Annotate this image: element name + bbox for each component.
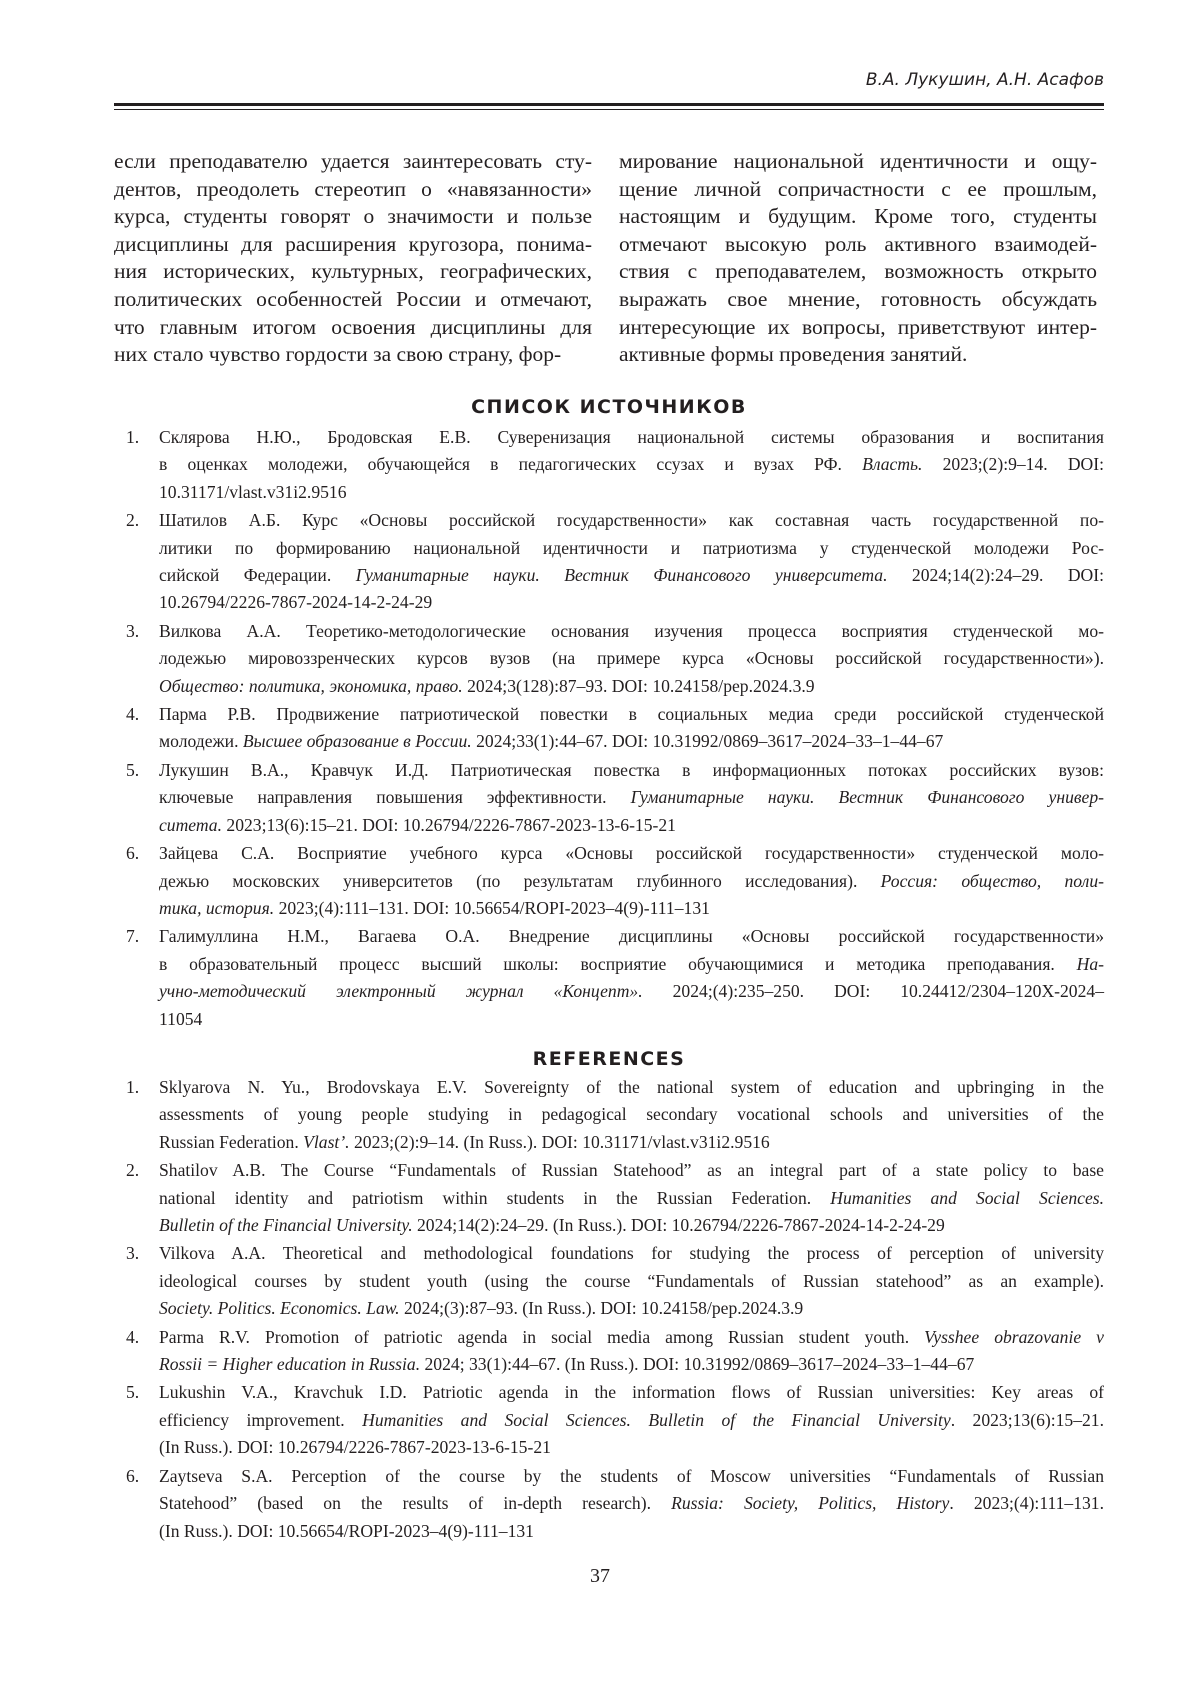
reference-number: 4. [126, 704, 140, 725]
reference-source-title: Bulletin of the Financial University. [159, 1215, 413, 1236]
body-text-line: отмечают высокую роль активного взаимодей- [619, 231, 1097, 256]
reference-source-title: Society. Politics. Economics. Law. [159, 1298, 400, 1319]
reference-line [159, 757, 1104, 784]
reference-number: 4. [126, 1326, 140, 1347]
reference-text: 2024; 33(1):44–67. (In Russ.). DOI: 10.31992/0869–3617–2024–33–1–44–67 [420, 1354, 975, 1375]
reference-line [159, 1006, 1104, 1033]
reference-text: дежью московских университетов (по результатам глубинного исследования). [159, 870, 881, 891]
reference-text: Склярова Н.Ю., Бродовская Е.В. Суверенизация национальной системы образования и воспитания [159, 427, 1104, 447]
reference-text: сийской Федерации. [159, 565, 356, 586]
reference-line [159, 1518, 1104, 1545]
reference-line [159, 1157, 1104, 1184]
page-number: 37 [590, 1565, 610, 1587]
reference-text: 2023;(4):111–131. DOI: 10.56654/ROPI-2023–4(9)-111–131 [274, 897, 710, 918]
reference-text: лодежью мировоззренческих курсов вузов (на примере курса «Основы российской государственности»). [159, 648, 1104, 669]
reference-text: 2023;(2):9–14. DOI: [922, 454, 1104, 475]
reference-line [159, 1212, 1104, 1239]
reference-number: 5. [126, 759, 140, 780]
reference-line [159, 812, 1104, 839]
reference-source-title: Россия: общество, поли- [880, 870, 1104, 891]
body-text-line: настоящим и будущим. Кроме того, студенты [619, 204, 1097, 229]
header-rule-thick [114, 103, 1104, 106]
reference-item [126, 424, 1104, 506]
reference-line [159, 1240, 1104, 1267]
reference-text: . 2023;(4):111–131. [949, 1493, 1104, 1514]
reference-text: Russian Federation. [159, 1131, 304, 1152]
body-text-line: щение личной сопричастности с ее прошлым, [619, 176, 1097, 201]
reference-text: Шатилов А.Б. Курс «Основы российской государственности» как составная часть государственной по- [159, 510, 1104, 531]
reference-number: 3. [126, 1243, 140, 1264]
reference-text: (In Russ.). DOI: 10.26794/2226-7867-2023-13-6-15-21 [159, 1437, 551, 1458]
reference-text: Vilkova A.A. Theoretical and methodological foundations for studying the process of perception of university [159, 1243, 1104, 1264]
reference-source-title: Humanities and Social Sciences. Bulletin of the Financial University [362, 1409, 951, 1430]
reference-number: 1. [126, 427, 140, 447]
reference-item [126, 701, 1104, 756]
reference-line [159, 1434, 1104, 1461]
reference-source-title: Гуманитарные науки. Вестник Финансового университета. [355, 565, 888, 586]
reference-line [159, 673, 1104, 700]
reference-text: Lukushin V.A., Kravchuk I.D. Patriotic agenda in the information flows of Russian universities: Key areas of [159, 1382, 1104, 1403]
reference-item [126, 1074, 1104, 1156]
reference-line [159, 424, 1104, 451]
reference-line [159, 1185, 1104, 1212]
reference-line [159, 618, 1104, 645]
reference-line [159, 1351, 1104, 1378]
reference-line [159, 840, 1104, 867]
reference-line [159, 923, 1104, 950]
reference-text: efficiency improvement. [159, 1409, 363, 1430]
reference-text: 2024;(4):235–250. DOI: 10.24412/2304–120X-2024– [642, 981, 1104, 1002]
reference-text: 2023;(2):9–14. (In Russ.). DOI: 10.31171/vlast.v31i2.9516 [349, 1131, 770, 1152]
reference-line [159, 1407, 1104, 1434]
reference-text: Лукушин В.А., Кравчук И.Д. Патриотическая повестка в информационных потоках российских вузов: [159, 759, 1104, 780]
reference-line [159, 868, 1104, 895]
reference-source-title: Vlast’. [303, 1131, 350, 1152]
reference-text: Парма Р.В. Продвижение патриотической повестки в социальных медиа среди российской студенческой [159, 704, 1104, 725]
reference-number: 2. [126, 1160, 140, 1181]
reference-text: в оценках молодежи, обучающейся в педагогических ссузах и вузах РФ. [159, 454, 863, 475]
reference-number: 7. [126, 926, 140, 947]
reference-line [159, 1379, 1104, 1406]
reference-text: Sklyarova N. Yu., Brodovskaya E.V. Sovereignty of the national system of education and upbringing in the [159, 1077, 1104, 1097]
reference-line [159, 1295, 1104, 1322]
reference-source-title: ситета. [159, 814, 223, 835]
reference-line [159, 1101, 1104, 1128]
reference-text: 2024;3(128):87–93. DOI: 10.24158/pep.2024.3.9 [462, 675, 815, 696]
body-text-columns [114, 148, 1104, 370]
reference-text: молодежи. [159, 731, 243, 752]
reference-item [126, 1324, 1104, 1379]
reference-number: 3. [126, 620, 140, 641]
reference-number: 5. [126, 1382, 140, 1403]
reference-line [159, 728, 1104, 755]
reference-line [159, 1268, 1104, 1295]
body-text-line: мирование национальной идентичности и ощу- [619, 149, 1097, 173]
reference-item [126, 840, 1104, 922]
reference-line [159, 978, 1104, 1005]
body-text-line: что главным итогом освоения дисциплины для [114, 314, 592, 339]
body-text-line: них стало чувство гордости за свою страну, фор- [114, 342, 562, 367]
reference-text: Зайцева С.А. Восприятие учебного курса «Основы российской государственности» студенческой моло- [159, 843, 1104, 864]
reference-source-title: тика, история. [159, 897, 275, 918]
reference-text: Вилкова А.А. Теоретико-методологические основания изучения процесса восприятия студенческой мо- [159, 620, 1104, 641]
body-text-line: политических особенностей России и отмечают, [114, 286, 592, 311]
reference-source-title: Высшее образование в России. [242, 731, 472, 752]
body-text-line: ствия с преподавателем, возможность открыто [619, 259, 1097, 284]
reference-source-title: Russia: Society, Politics, History [671, 1493, 950, 1514]
reference-line [159, 1129, 1104, 1156]
header-rule-thin [114, 109, 1104, 110]
reference-number: 6. [126, 1465, 140, 1486]
reference-text: . 2023;13(6):15–21. [950, 1409, 1105, 1430]
reference-source-title: Общество: политика, экономика, право. [159, 675, 463, 696]
reference-line [159, 589, 1104, 616]
reference-text: Shatilov A.B. The Course “Fundamentals of Russian Statehood” as an integral part of a state policy to base [159, 1160, 1104, 1181]
reference-item [126, 618, 1104, 700]
reference-line [159, 645, 1104, 672]
body-text-line: дентов, преодолеть стереотип о «навязанности» [114, 176, 592, 201]
reference-item [126, 507, 1104, 617]
reference-line [159, 1463, 1104, 1490]
reference-line [159, 895, 1104, 922]
reference-line [159, 1074, 1104, 1101]
reference-source-title: На- [1076, 953, 1104, 974]
reference-text: 2023;13(6):15–21. DOI: 10.26794/2226-7867-2023-13-6-15-21 [222, 814, 676, 835]
reference-text: Zaytseva S.A. Perception of the course by the students of Moscow universities “Fundamentals of Russian [159, 1465, 1104, 1486]
sources-list [126, 424, 1104, 1034]
reference-number: 2. [126, 510, 140, 531]
body-text-line: ния исторических, культурных, географических, [114, 259, 592, 284]
body-text-line: выражать свое мнение, готовность обсуждать [619, 286, 1097, 311]
sources-heading: СПИСОК ИСТОЧНИКОВ [471, 396, 747, 418]
body-text-line: если преподавателю удается заинтересовать сту- [114, 149, 592, 173]
reference-source-title: Vysshee obrazovanie v [924, 1326, 1104, 1347]
reference-line [159, 451, 1104, 478]
reference-text: Statehood” (based on the results of in-depth research). [159, 1493, 672, 1514]
reference-number: 1. [126, 1077, 140, 1097]
reference-text: assessments of young people studying in pedagogical secondary vocational schools and universities of the [159, 1104, 1104, 1125]
body-text-line: курса, студенты говорят о значимости и пользе [114, 204, 592, 229]
reference-text: в образовательный процесс высший школы: восприятие обучающимися и методика преподавания. [159, 953, 1077, 974]
references-list [126, 1074, 1104, 1546]
reference-number: 6. [126, 843, 140, 864]
reference-source-title: Власть. [862, 454, 923, 475]
reference-text: 2024;33(1):44–67. DOI: 10.31992/0869–3617–2024–33–1–44–67 [471, 731, 944, 752]
body-text-line: дисциплины для расширения кругозора, понима- [114, 231, 592, 256]
reference-line [159, 951, 1104, 978]
reference-line [159, 562, 1104, 589]
references-heading: REFERENCES [532, 1048, 686, 1070]
body-text-line: интересующие их вопросы, приветствуют интер- [619, 314, 1097, 339]
reference-line [159, 1490, 1104, 1517]
reference-text: 2024;14(2):24–29. DOI: [887, 565, 1104, 586]
body-column-left [114, 148, 592, 370]
reference-line [159, 535, 1104, 562]
reference-text: national identity and patriotism within students in the Russian Federation. [159, 1187, 831, 1208]
reference-source-title: Rossii = Higher education in Russia. [159, 1354, 421, 1375]
reference-item [126, 1157, 1104, 1239]
reference-item [126, 1240, 1104, 1322]
body-text-line: активные формы проведения занятий. [619, 342, 968, 367]
reference-text: 10.26794/2226-7867-2024-14-2-24-29 [159, 592, 433, 613]
reference-item [126, 1463, 1104, 1545]
body-column-right [619, 148, 1097, 370]
reference-text: литики по формированию национальной идентичности и патриотизма у студенческой молодежи Рос- [159, 537, 1104, 558]
reference-text: Галимуллина Н.М., Вагаева О.А. Внедрение дисциплины «Основы российской государственности» [159, 926, 1104, 947]
reference-line [159, 1324, 1104, 1351]
reference-text: ключевые направления повышения эффективности. [159, 787, 631, 808]
reference-item [126, 1379, 1104, 1461]
reference-text: Parma R.V. Promotion of patriotic agenda in social media among Russian student youth. [159, 1326, 925, 1347]
reference-source-title: Humanities and Social Sciences. [830, 1187, 1104, 1208]
reference-item [126, 923, 1104, 1033]
reference-text: 2024;14(2):24–29. (In Russ.). DOI: 10.26794/2226-7867-2024-14-2-24-29 [412, 1215, 945, 1236]
reference-text: 2024;(3):87–93. (In Russ.). DOI: 10.24158/pep.2024.3.9 [399, 1298, 804, 1319]
reference-text: 10.31171/vlast.v31i2.9516 [159, 481, 347, 502]
reference-text: ideological courses by student youth (using the course “Fundamentals of Russian statehood” as an example). [159, 1270, 1104, 1291]
reference-text: 11054 [159, 1008, 203, 1029]
running-head-authors: В.А. Лукушин, А.Н. Асафов [865, 70, 1104, 90]
reference-item [126, 757, 1104, 839]
reference-source-title: Гуманитарные науки. Вестник Финансового универ- [630, 787, 1104, 808]
reference-source-title: учно-методический электронный журнал «Концепт». [159, 981, 643, 1002]
reference-line [159, 784, 1104, 811]
reference-line [159, 507, 1104, 534]
reference-text: (In Russ.). DOI: 10.56654/ROPI-2023–4(9)-111–131 [159, 1520, 534, 1541]
reference-line [159, 701, 1104, 728]
reference-line [159, 479, 1104, 506]
